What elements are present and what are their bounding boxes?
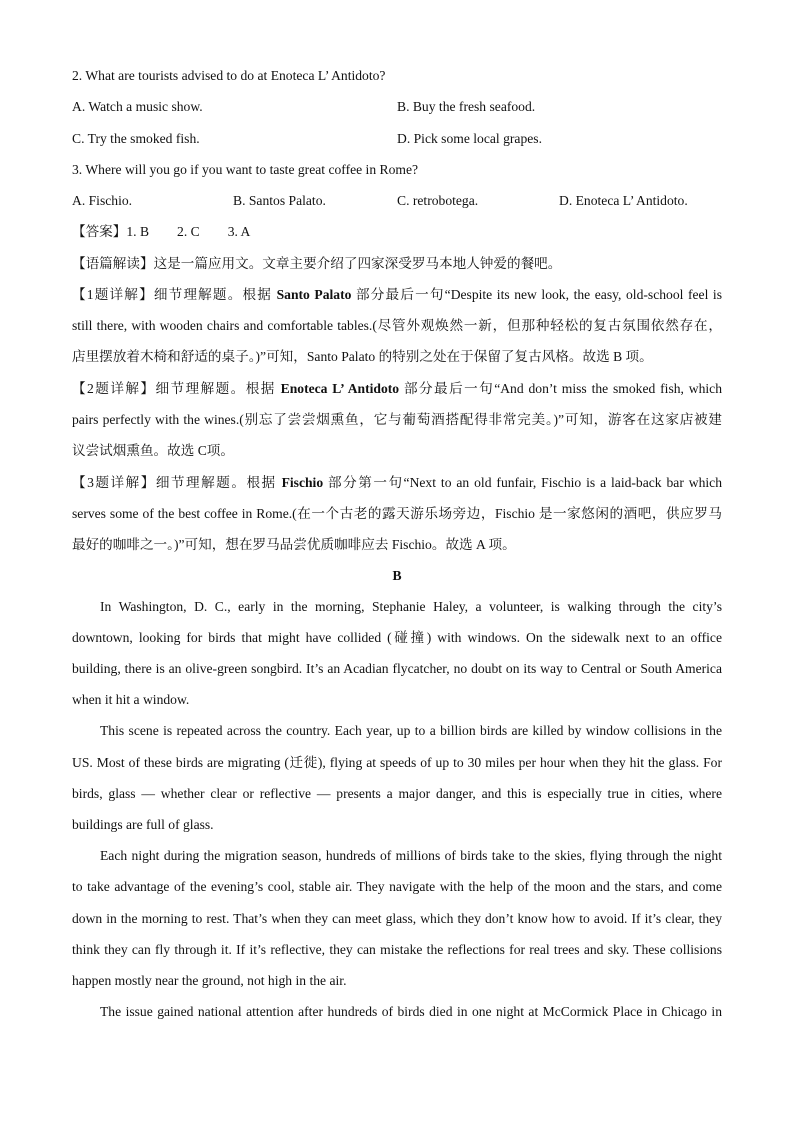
explanation-3-line-2: serves some of the best coffee in Rome.(在一个古老的露天游乐场旁边，Fischio 是一家悠闲的酒吧，供应罗马: [72, 506, 722, 521]
question-2-stem: 2. What are tourists advised to do at Enoteca L’ Antidoto?: [72, 68, 386, 83]
explanation-1-line-2: still there, with wooden chairs and comfortable tables.(尽管外观焕然一新，但那种轻松的复古氛围依然存在，: [72, 318, 722, 333]
passage-line: think they can fly through it. If it’s reflective, they can mistake the reflections for real trees and sky. These collisions: [72, 942, 722, 957]
answer-label: 【答案】: [72, 224, 127, 239]
q3-option-c: C. retrobotega.: [397, 193, 479, 208]
explanation-2-line-2: pairs perfectly with the wines.(别忘了尝尝烟熏鱼，它与葡萄酒搭配得非常完美。)”可知，游客在这家店被建: [72, 412, 722, 427]
section-name: Enoteca L’ Antidoto: [280, 381, 400, 396]
explanation-1-line-1: 【1题详解】细节理解题。根据 Santo Palato 部分最后一句“Despite its new look, the easy, old-school feel is: [72, 287, 722, 302]
section-heading: B: [392, 568, 402, 583]
answer-item: 2. C: [177, 224, 200, 239]
passage-line: to take advantage of the evening’s cool, stable air. They navigate with the help of the moon and the stars, and come: [72, 879, 722, 894]
summary-label: 【语篇解读】: [72, 256, 154, 271]
answer-line: [72, 223, 722, 241]
section-name: Santo Palato: [276, 287, 352, 302]
passage-line: In Washington, D. C., early in the morning, Stephanie Haley, a volunteer, is walking through the city’s: [100, 599, 722, 614]
explanation-2-label: 【2题详解】: [72, 381, 156, 396]
summary-line: [72, 255, 722, 273]
passage-line: US. Most of these birds are migrating (迁徙), flying at speeds of up to 30 miles per hour when they hit the glass. For: [72, 755, 722, 770]
q2-option-a: A. Watch a music show.: [72, 99, 203, 114]
passage-line: happen mostly near the ground, not high in the air.: [72, 973, 347, 988]
explanation-3-line-1: 【3题详解】细节理解题。根据 Fischio 部分第一句“Next to an old funfair, Fischio is a laid-back bar which: [72, 475, 722, 490]
answer-item: 1. B: [126, 224, 150, 239]
passage-line: The issue gained national attention after hundreds of birds died in one night at McCormick Place in Chicago in: [100, 1004, 722, 1019]
answer-item: 3. A: [227, 224, 251, 239]
explanation-1-label: 【1题详解】: [72, 287, 154, 302]
explanation-2-line-1: 【2题详解】细节理解题。根据 Enoteca L’ Antidoto 部分最后一句“And don’t miss the smoked fish, which: [72, 381, 723, 396]
passage-line: This scene is repeated across the country. Each year, up to a billion birds are killed by window collisions in the: [100, 723, 722, 738]
q2-option-c: C. Try the smoked fish.: [72, 131, 200, 146]
passage-line: Each night during the migration season, hundreds of millions of birds take to the skies, flying through the night: [100, 848, 722, 863]
explanation-2-line-3: 议尝试烟熏鱼。故选 C项。: [72, 443, 234, 458]
summary-text: 这是一篇应用文。文章主要介绍了四家深受罗马本地人钟爱的餐吧。: [153, 256, 562, 271]
q3-option-b: B. Santos Palato.: [233, 193, 326, 208]
passage-line: buildings are full of glass.: [72, 817, 214, 832]
passage-line: building, there is an olive-green songbird. It’s an Acadian flycatcher, no doubt on its way to Central or South America: [72, 661, 722, 676]
explanation-1-line-3: 店里摆放着木椅和舒适的桌子。)”可知，Santo Palato 的特别之处在于保留了复古风格。故选 B 项。: [72, 349, 653, 364]
q2-option-b: B. Buy the fresh seafood.: [397, 99, 536, 114]
q3-option-d: D. Enoteca L’ Antidoto.: [559, 193, 688, 208]
explanation-3-label: 【3题详解】: [72, 475, 156, 490]
question-3-stem: 3. Where will you go if you want to taste great coffee in Rome?: [72, 162, 419, 177]
section-name: Fischio: [281, 475, 324, 490]
explanation-3-line-3: 最好的咖啡之一。)”可知，想在罗马品尝优质咖啡应去 Fischio。故选 A 项。: [72, 537, 516, 552]
q3-option-a: A. Fischio.: [72, 193, 133, 208]
passage-line: downtown, looking for birds that might have collided (碰撞) with windows. On the sidewalk next to an office: [72, 630, 722, 645]
passage-line: when it hit a window.: [72, 692, 190, 707]
passage-line: down in the morning to rest. That’s when they can meet glass, which they don’t know how to avoid. If it’s clear, they: [72, 911, 722, 926]
q2-option-d: D. Pick some local grapes.: [397, 131, 542, 146]
passage-line: birds, glass — whether clear or reflective — presents a major danger, and this is especially true in cities, where: [72, 786, 722, 801]
